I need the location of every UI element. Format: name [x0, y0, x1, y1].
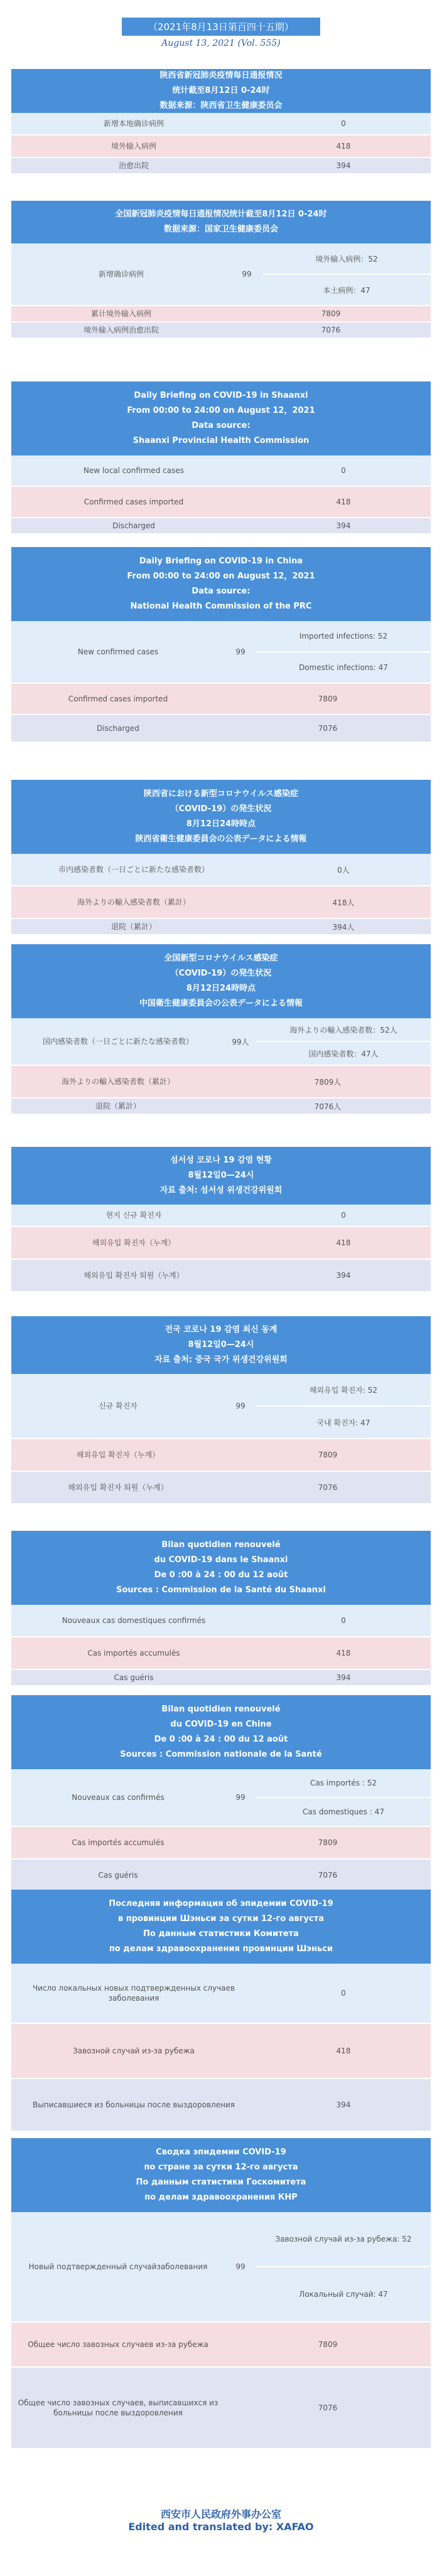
stat-row: [11, 919, 431, 935]
card-header: [11, 1531, 431, 1605]
new-cases-breakdown: [262, 243, 431, 305]
new-cases-row: [11, 1769, 431, 1827]
stat-row: [11, 455, 431, 487]
imported-count: 海外よりの輸入感染者数：52人: [256, 1018, 431, 1042]
stat-value: 418: [336, 142, 351, 151]
card-header: [11, 1695, 431, 1769]
stat-value: 7076: [318, 1871, 338, 1880]
stat-value: 7809: [321, 309, 341, 318]
stat-value: 0人: [337, 865, 350, 875]
card-title-line: 섬서성 코로나 19 감염 현황: [170, 1156, 272, 1165]
domestic-count: 本土病例：47: [323, 285, 370, 295]
stat-label: Cas guéris: [98, 1871, 138, 1880]
stat-row: [11, 1066, 431, 1099]
card-title-line: De 0 :00 à 24 : 00 du 12 août: [154, 1735, 288, 1744]
new-cases-breakdown: [256, 621, 431, 683]
card-title-line: 数据来源：国家卫生健康委员会: [163, 225, 278, 234]
new-cases-breakdown: [256, 1769, 431, 1826]
stat-row: [11, 322, 431, 339]
footer: [0, 2506, 442, 2533]
fr-national-card: [11, 1695, 431, 1892]
card-title-line: Последняя информация об эпидемии COVID-19: [109, 1899, 333, 1908]
new-cases-row: [11, 1018, 431, 1066]
stat-value: 7076: [321, 326, 341, 334]
issue-subtitle: August 13, 2021 (Vol. 555): [161, 38, 281, 48]
imported-count: Завозной случай из-за рубежа: 52: [256, 2212, 431, 2267]
stat-row: [11, 1637, 431, 1670]
stat-value: 394: [336, 161, 351, 170]
stat-label: Cas guéris: [114, 1673, 154, 1682]
stat-row: [11, 886, 431, 919]
stat-value: 0: [341, 119, 346, 128]
card-title-line: 자료 출처: 중국 국가 위생건강위원회: [154, 1355, 288, 1365]
imported-count: 境外输入病例：52: [262, 243, 431, 275]
card-title-line: From 00:00 to 24:00 on August 12，2021: [127, 572, 315, 581]
card-title-line: 统计截至8月12日 0-24时: [172, 86, 270, 95]
stat-value: 418: [336, 1238, 351, 1247]
card-header: [11, 1890, 431, 1964]
new-cases-breakdown: [256, 2212, 431, 2321]
stat-row: [11, 113, 431, 136]
stat-row: [11, 854, 431, 886]
stat-row: [11, 1670, 431, 1686]
card-title-line: From 00:00 to 24:00 on August 12，2021: [127, 406, 315, 415]
domestic-count: 국내 확진자: 47: [316, 1418, 370, 1427]
card-title-line: по делам здравоохранения КНР: [144, 2193, 298, 2202]
card-title-line: 陕西省新冠肺炎疫情每日通报情况: [159, 71, 283, 80]
stat-row: [11, 1472, 431, 1504]
new-cases-label: New confirmed cases: [77, 647, 159, 656]
stat-value: 0: [341, 1616, 346, 1625]
card-title-line: 数据来源：陕西省卫生健康委员会: [159, 101, 283, 110]
stat-value: 7809人: [314, 1077, 342, 1087]
new-cases-split: [225, 1018, 431, 1065]
stat-label: 海外よりの輸入感染者数（累計）: [77, 898, 190, 907]
stat-value: 418: [336, 498, 351, 506]
stat-label: Discharged: [112, 521, 155, 530]
new-cases-split: [225, 621, 431, 683]
stat-label: Число локальных новых подтвержденных случаев заболевания: [32, 1984, 235, 2003]
stat-value: 7809: [318, 1838, 338, 1847]
domestic-count: Cas domestiques : 47: [303, 1807, 384, 1816]
stat-label: 境外输入病例治愈出院: [83, 326, 159, 334]
stat-row: [11, 306, 431, 322]
card-title-line: du COVID-19 en Chine: [170, 1720, 272, 1729]
stat-value: 0: [341, 466, 346, 475]
new-cases-split: [225, 2212, 431, 2321]
stat-label: 해외유입 확진자（누계）: [92, 1238, 176, 1247]
new-cases-total: 99: [235, 2262, 245, 2271]
stat-label: New local confirmed cases: [84, 466, 184, 475]
stat-row: [11, 487, 431, 518]
stat-label: 해외유입 확진자（누계）: [76, 1450, 160, 1459]
new-cases-breakdown: [256, 1018, 431, 1065]
new-cases-total: 99: [235, 647, 245, 656]
stat-label: 市内感染者数（一日ごとに新たな感染者数）: [58, 865, 209, 874]
stat-row: [11, 1827, 431, 1860]
card-header: [11, 2138, 431, 2212]
stat-label: 退院（累計）: [95, 1102, 141, 1110]
stat-label: Cas importés accumulés: [87, 1649, 180, 1658]
card-title-line: Sources : Commission de la Santé du Shaanxi: [116, 1585, 326, 1595]
card-title-line: по делам здравоохранения провинции Шэньси: [109, 1944, 333, 1954]
stat-value: 7809: [318, 695, 338, 703]
new-cases-total: 99: [235, 1793, 245, 1802]
stat-value: 7076: [318, 724, 338, 733]
stat-row: [11, 2024, 431, 2079]
stat-value: 7076人: [314, 1102, 342, 1111]
card-header: [11, 1147, 431, 1205]
card-header: [11, 1316, 431, 1374]
new-cases-total: 99: [235, 1402, 245, 1410]
stat-label: 退院（累計）: [110, 922, 156, 931]
stat-value: 418: [336, 2046, 351, 2055]
new-cases-total: 99: [242, 270, 252, 279]
stat-row: [11, 2079, 431, 2132]
stat-row: [11, 1099, 431, 1115]
card-title-line: De 0 :00 à 24 : 00 du 12 août: [154, 1570, 288, 1580]
stat-value: 0: [341, 1989, 346, 1998]
zh-national-card: [11, 201, 431, 339]
card-title-line: По данным статистики Госкомитета: [136, 2178, 306, 2187]
stat-label: 해외유입 확진자 퇴원（누계）: [68, 1483, 168, 1492]
stat-row: [11, 158, 431, 174]
card-title-line: Сводка эпидемии COVID-19: [156, 2148, 286, 2157]
stat-row: [11, 1439, 431, 1472]
en-national-card: [11, 547, 431, 743]
stat-value: 394: [336, 2100, 351, 2109]
date-banner: （2021年8月13日第百四十五期）: [122, 18, 320, 36]
card-title-line: du COVID-19 dans le Shaanxi: [154, 1555, 288, 1565]
stat-row: [11, 136, 431, 158]
stat-label: 현지 신규 확진자: [105, 1211, 162, 1220]
en-local-card: [11, 381, 431, 535]
stat-label: Nouveaux cas domestiques confirmés: [62, 1616, 206, 1625]
card-title-line: （COVID-19）の発生状況: [170, 804, 272, 814]
card-title-line: （COVID-19）の発生状況: [170, 969, 272, 978]
card-title-line: Shaanxi Provincial Health Commission: [132, 436, 310, 445]
card-title-line: 全国新冠肺炎疫情每日通报情况统计截至8月12日 0-24时: [115, 210, 327, 219]
card-title-line: National Health Commission of the PRC: [130, 602, 312, 611]
card-title-line: 陝西省における新型コロナウイルス感染症: [143, 789, 299, 799]
imported-count: 해외유입 확진자: 52: [256, 1374, 431, 1407]
card-header: [11, 201, 431, 243]
stat-value: 7076: [318, 2403, 338, 2412]
stat-row: [11, 1260, 431, 1292]
domestic-count: 国内感染者数：47人: [308, 1049, 379, 1058]
stat-value: 7809: [318, 1450, 338, 1459]
card-title-line: По данным статистики Комитета: [143, 1929, 299, 1939]
new-cases-split: [231, 243, 431, 305]
card-title-line: Data source:: [191, 587, 251, 596]
card-header: [11, 780, 431, 854]
stat-value: 7076: [318, 1483, 338, 1492]
card-title-line: Sources : Commission nationale de la Santé: [120, 1750, 322, 1759]
stat-label: Общее число завозных случаев, выписавшихся из больницы после выздоровления: [18, 2398, 218, 2417]
card-title-line: 8월12일0—24시: [188, 1171, 254, 1180]
ja-national-card: [11, 944, 431, 1115]
new-cases-label: Новый подтвержденный случайзаболевания: [28, 2262, 208, 2271]
new-cases-label: 国内感染者数（一日ごとに新たな感染者数）: [42, 1037, 193, 1046]
domestic-count: Локальный случай: 47: [299, 2290, 388, 2299]
stat-label: Cas importés accumulés: [72, 1838, 164, 1847]
stat-label: Завозной случай из-за рубежа: [73, 2046, 195, 2055]
new-cases-row: [11, 2212, 431, 2323]
ru-national-card: [11, 2138, 431, 2449]
card-title-line: 8月12日24時時点: [186, 819, 256, 829]
card-title-line: по стране за сутки 12-го августа: [144, 2163, 298, 2172]
stat-row: [11, 1860, 431, 1892]
stat-value: 0: [341, 1211, 346, 1220]
stat-value: 418人: [332, 898, 355, 907]
stat-label: 治愈出院: [118, 161, 149, 170]
ko-national-card: [11, 1316, 431, 1504]
new-cases-row: [11, 1374, 431, 1439]
stat-label: 海外よりの輸入感染者数（累計）: [61, 1077, 175, 1086]
stat-row: [11, 518, 431, 535]
stat-row: [11, 1964, 431, 2024]
ru-local-card: [11, 1890, 431, 2132]
card-title-line: Bilan quotidien renouvelé: [161, 1705, 281, 1714]
stat-label: Discharged: [97, 724, 139, 733]
new-cases-breakdown: [256, 1374, 431, 1438]
imported-count: Imported infections: 52: [256, 621, 431, 652]
stat-row: [11, 2368, 431, 2449]
fr-local-card: [11, 1531, 431, 1686]
new-cases-row: [11, 243, 431, 306]
stat-label: 新增本地确诊病例: [103, 119, 164, 128]
card-title-line: 8月12日24時時点: [186, 984, 256, 993]
ja-local-card: [11, 780, 431, 935]
stat-label: Confirmed cases imported: [84, 498, 184, 506]
stat-row: [11, 715, 431, 743]
card-title-line: Daily Briefing on COVID-19 in Shaanxi: [134, 391, 308, 400]
new-cases-label: 신규 확진자: [99, 1402, 137, 1410]
card-title-line: Daily Briefing on COVID-19 in China: [139, 556, 303, 566]
card-header: [11, 944, 431, 1018]
stat-value: 394人: [332, 922, 355, 932]
card-title-line: Data source:: [191, 421, 251, 430]
card-title-line: Bilan quotidien renouvelé: [161, 1540, 281, 1550]
stat-value: 7809: [318, 2340, 338, 2349]
card-title-line: 中国衛生健康委員会の公表データによる情報: [139, 999, 303, 1008]
zh-local-card: [11, 69, 431, 174]
stat-label: Общее число завозных случаев из-за рубежа: [28, 2340, 208, 2349]
imported-count: Cas importés : 52: [256, 1769, 431, 1798]
stat-label: Выписавшиеся из больницы после выздоровления: [33, 2100, 235, 2109]
new-cases-label: 新增确诊病例: [98, 270, 144, 279]
card-title-line: 8월12일0—24시: [188, 1340, 254, 1349]
ko-local-card: [11, 1147, 431, 1292]
domestic-count: Domestic infections: 47: [299, 663, 388, 672]
new-cases-row: [11, 621, 431, 684]
card-title-line: 자료 출처: 섬서성 위생건강위원회: [159, 1186, 283, 1195]
stat-label: 해외유입 확진자 퇴원（누계）: [84, 1271, 184, 1280]
stat-label: 累计境外输入病例: [90, 309, 151, 318]
stat-row: [11, 684, 431, 715]
footer-credit: Edited and translated by: XAFAO: [128, 2521, 314, 2533]
card-header: [11, 69, 431, 113]
card-title-line: 陝西省衛生健康委員会の公表データによる情報: [135, 834, 307, 844]
stat-label: Confirmed cases imported: [68, 695, 168, 703]
card-header: [11, 547, 431, 621]
card-title-line: 全国新型コロナウイルス感染症: [164, 954, 278, 963]
new-cases-split: [225, 1374, 431, 1438]
stat-value: 394: [336, 1673, 351, 1682]
card-title-line: в провинции Шэньси за сутки 12-го августа: [117, 1914, 324, 1924]
new-cases-split: [225, 1769, 431, 1826]
new-cases-total: 99人: [232, 1037, 249, 1046]
stat-row: [11, 2323, 431, 2368]
new-cases-label: Nouveaux cas confirmés: [72, 1793, 164, 1802]
stat-value: 418: [336, 1649, 351, 1658]
footer-org: 西安市人民政府外事办公室: [160, 2508, 281, 2520]
stat-label: 境外输入病例: [110, 142, 156, 151]
stat-row: [11, 1205, 431, 1227]
card-title-line: 전국 코로나 19 감염 최신 동계: [164, 1325, 278, 1334]
stat-value: 394: [336, 1271, 351, 1280]
card-header: [11, 381, 431, 455]
stat-row: [11, 1227, 431, 1260]
stat-row: [11, 1605, 431, 1637]
stat-value: 394: [336, 521, 351, 530]
